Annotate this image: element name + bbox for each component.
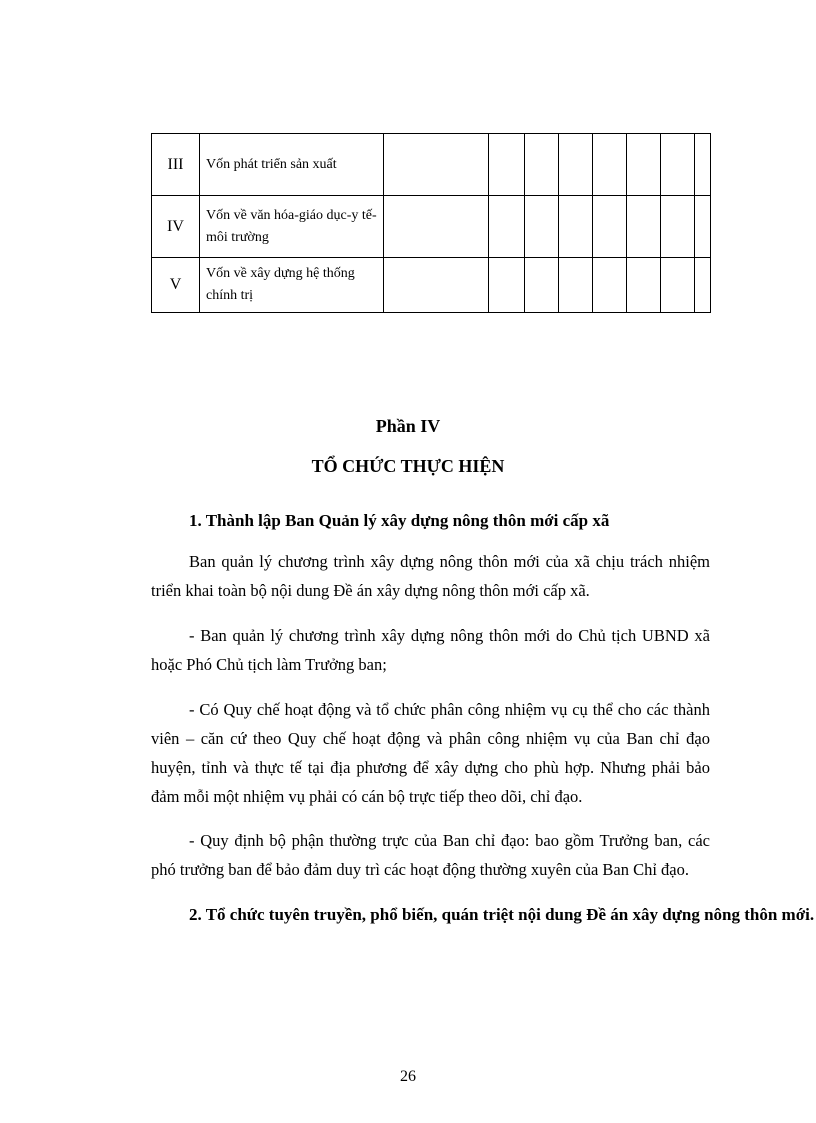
table-cell <box>559 134 593 196</box>
table-cell <box>525 196 559 258</box>
table-row <box>152 196 711 258</box>
table-cell <box>627 258 661 313</box>
table-cell <box>384 258 489 313</box>
paragraph: - Có Quy chế hoạt động và tổ chức phân công nhiệm vụ cụ thể cho các thành viên – căn cứ theo Quy chế hoạt động và phân công nhiệm vụ của Ban chỉ đạo huyện, tỉnh và thực tế tại địa phương để xây dựng cho phù hợp. Nhưng phải bảo đảm mỗi một nhiệm vụ phải có cán bộ trực tiếp theo dõi, chỉ đạo. <box>151 700 710 806</box>
table-cell <box>695 258 711 313</box>
heading-1: 1. Thành lập Ban Quản lý xây dựng nông thôn mới cấp xã <box>189 511 610 530</box>
table-cell <box>593 196 627 258</box>
table-cell <box>489 258 525 313</box>
table-cell <box>384 196 489 258</box>
paragraph: - Ban quản lý chương trình xây dựng nông thôn mới do Chủ tịch UBND xã hoặc Phó Chủ tịch làm Trưởng ban; <box>151 626 710 674</box>
table-cell <box>559 196 593 258</box>
table-cell <box>384 134 489 196</box>
heading-2: 2. Tổ chức tuyên truyền, phổ biến, quán triệt nội dung Đề án xây dựng nông thôn mới. <box>189 905 815 924</box>
table-cell <box>695 196 711 258</box>
page-number: 26 <box>400 1068 416 1085</box>
row-number: V <box>152 258 200 313</box>
funding-table <box>151 133 711 313</box>
row-number: III <box>152 134 200 196</box>
paragraph: Ban quản lý chương trình xây dựng nông thôn mới của xã chịu trách nhiệm triển khai toàn bộ nội dung Đề án xây dựng nông thôn mới cấp xã. <box>151 552 710 600</box>
table-row <box>152 258 711 313</box>
table-cell <box>489 196 525 258</box>
row-number: IV <box>152 196 200 258</box>
part-title: Phần IV <box>375 416 441 436</box>
table-cell <box>593 258 627 313</box>
table-cell <box>661 134 695 196</box>
table-cell <box>593 134 627 196</box>
table-cell <box>661 196 695 258</box>
table-cell <box>525 134 559 196</box>
table-cell <box>661 258 695 313</box>
table-cell <box>559 258 593 313</box>
table-cell <box>489 134 525 196</box>
row-description: Vốn về văn hóa-giáo dục-y tế-môi trường <box>200 196 384 258</box>
table-cell <box>525 258 559 313</box>
table-cell <box>627 196 661 258</box>
row-description: Vốn về xây dựng hệ thống chính trị <box>200 258 384 313</box>
row-description: Vốn phát triển sản xuất <box>200 134 384 196</box>
table-row <box>152 134 711 196</box>
table-cell <box>627 134 661 196</box>
paragraph: - Quy định bộ phận thường trực của Ban chỉ đạo: bao gồm Trưởng ban, các phó trưởng ban để bảo đảm duy trì các hoạt động thường xuyên của Ban Chỉ đạo. <box>151 831 710 879</box>
table-cell <box>695 134 711 196</box>
section-title: TỔ CHỨC THỰC HIỆN <box>311 456 505 476</box>
